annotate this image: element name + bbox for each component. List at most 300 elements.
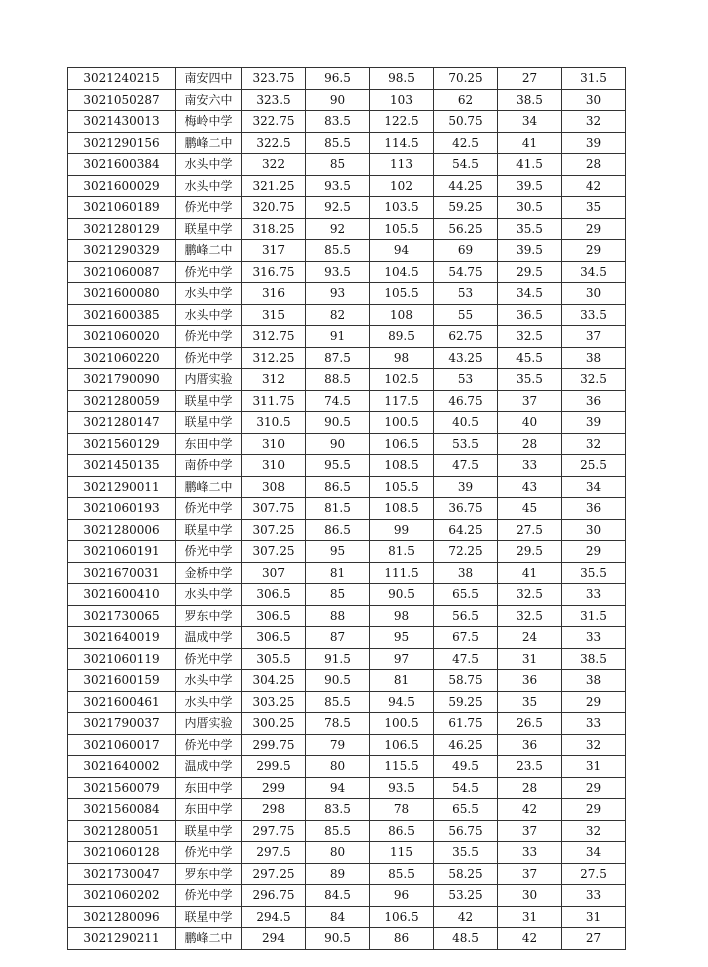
total-score-cell: 322.5 bbox=[242, 132, 306, 154]
score-cell-3: 35.5 bbox=[434, 842, 498, 864]
score-cell-4: 32.5 bbox=[498, 605, 562, 627]
total-score-cell: 304.25 bbox=[242, 670, 306, 692]
exam-id-cell: 3021730065 bbox=[68, 605, 176, 627]
total-score-cell: 300.25 bbox=[242, 713, 306, 735]
score-cell-3: 67.5 bbox=[434, 627, 498, 649]
score-cell-2: 86.5 bbox=[370, 820, 434, 842]
table-row bbox=[68, 132, 626, 154]
total-score-cell: 318.25 bbox=[242, 218, 306, 240]
score-cell-1: 95 bbox=[306, 541, 370, 563]
score-cell-4: 35.5 bbox=[498, 369, 562, 391]
table-row bbox=[68, 777, 626, 799]
score-cell-2: 108 bbox=[370, 304, 434, 326]
score-cell-5: 36 bbox=[562, 498, 626, 520]
total-score-cell: 306.5 bbox=[242, 627, 306, 649]
table-row bbox=[68, 154, 626, 176]
score-cell-4: 30 bbox=[498, 885, 562, 907]
exam-id-cell: 3021280006 bbox=[68, 519, 176, 541]
score-cell-2: 103.5 bbox=[370, 197, 434, 219]
exam-id-cell: 3021050287 bbox=[68, 89, 176, 111]
score-cell-4: 33 bbox=[498, 455, 562, 477]
score-cell-4: 34 bbox=[498, 111, 562, 133]
score-cell-3: 53 bbox=[434, 369, 498, 391]
total-score-cell: 306.5 bbox=[242, 605, 306, 627]
score-cell-5: 31.5 bbox=[562, 68, 626, 90]
table-row bbox=[68, 111, 626, 133]
score-cell-2: 102 bbox=[370, 175, 434, 197]
school-cell: 侨光中学 bbox=[176, 261, 242, 283]
exam-id-cell: 3021060202 bbox=[68, 885, 176, 907]
score-cell-3: 40.5 bbox=[434, 412, 498, 434]
table-row bbox=[68, 326, 626, 348]
score-cell-3: 53.5 bbox=[434, 433, 498, 455]
total-score-cell: 297.5 bbox=[242, 842, 306, 864]
school-cell: 联星中学 bbox=[176, 390, 242, 412]
score-cell-1: 85 bbox=[306, 584, 370, 606]
score-cell-4: 38.5 bbox=[498, 89, 562, 111]
score-cell-2: 105.5 bbox=[370, 476, 434, 498]
score-cell-4: 42 bbox=[498, 928, 562, 950]
school-cell: 联星中学 bbox=[176, 906, 242, 928]
score-cell-3: 72.25 bbox=[434, 541, 498, 563]
table-row bbox=[68, 562, 626, 584]
table-row bbox=[68, 648, 626, 670]
exam-id-cell: 3021790037 bbox=[68, 713, 176, 735]
score-cell-4: 34.5 bbox=[498, 283, 562, 305]
school-cell: 水头中学 bbox=[176, 283, 242, 305]
table-row bbox=[68, 68, 626, 90]
table-row bbox=[68, 928, 626, 950]
score-cell-2: 106.5 bbox=[370, 906, 434, 928]
score-cell-5: 31.5 bbox=[562, 605, 626, 627]
score-cell-5: 34 bbox=[562, 476, 626, 498]
table-row bbox=[68, 476, 626, 498]
table-row bbox=[68, 605, 626, 627]
score-cell-2: 86 bbox=[370, 928, 434, 950]
total-score-cell: 303.25 bbox=[242, 691, 306, 713]
score-cell-2: 122.5 bbox=[370, 111, 434, 133]
total-score-cell: 316 bbox=[242, 283, 306, 305]
total-score-cell: 307 bbox=[242, 562, 306, 584]
score-cell-5: 33 bbox=[562, 627, 626, 649]
table-row bbox=[68, 756, 626, 778]
school-cell: 金桥中学 bbox=[176, 562, 242, 584]
school-cell: 鹏峰二中 bbox=[176, 132, 242, 154]
score-cell-1: 93.5 bbox=[306, 175, 370, 197]
score-cell-1: 90.5 bbox=[306, 670, 370, 692]
score-cell-1: 84 bbox=[306, 906, 370, 928]
total-score-cell: 306.5 bbox=[242, 584, 306, 606]
total-score-cell: 315 bbox=[242, 304, 306, 326]
score-cell-1: 89 bbox=[306, 863, 370, 885]
table-row bbox=[68, 885, 626, 907]
score-cell-3: 56.75 bbox=[434, 820, 498, 842]
score-cell-3: 65.5 bbox=[434, 584, 498, 606]
exam-id-cell: 3021560129 bbox=[68, 433, 176, 455]
exam-id-cell: 3021290011 bbox=[68, 476, 176, 498]
score-cell-4: 36.5 bbox=[498, 304, 562, 326]
score-cell-2: 105.5 bbox=[370, 283, 434, 305]
score-cell-5: 34 bbox=[562, 842, 626, 864]
score-cell-1: 78.5 bbox=[306, 713, 370, 735]
score-cell-2: 114.5 bbox=[370, 132, 434, 154]
score-cell-4: 26.5 bbox=[498, 713, 562, 735]
school-cell: 侨光中学 bbox=[176, 734, 242, 756]
table-row bbox=[68, 304, 626, 326]
score-cell-2: 99 bbox=[370, 519, 434, 541]
exam-id-cell: 3021060189 bbox=[68, 197, 176, 219]
score-cell-2: 108.5 bbox=[370, 455, 434, 477]
exam-id-cell: 3021670031 bbox=[68, 562, 176, 584]
score-cell-2: 94 bbox=[370, 240, 434, 262]
score-cell-1: 85.5 bbox=[306, 691, 370, 713]
score-cell-4: 32.5 bbox=[498, 326, 562, 348]
score-cell-1: 90.5 bbox=[306, 412, 370, 434]
score-cell-3: 42.5 bbox=[434, 132, 498, 154]
score-cell-3: 54.5 bbox=[434, 777, 498, 799]
score-cell-3: 50.75 bbox=[434, 111, 498, 133]
total-score-cell: 316.75 bbox=[242, 261, 306, 283]
score-table-body bbox=[68, 68, 626, 950]
score-cell-2: 96 bbox=[370, 885, 434, 907]
table-row bbox=[68, 627, 626, 649]
score-cell-1: 84.5 bbox=[306, 885, 370, 907]
total-score-cell: 299.5 bbox=[242, 756, 306, 778]
score-cell-5: 30 bbox=[562, 283, 626, 305]
score-cell-5: 35 bbox=[562, 197, 626, 219]
exam-id-cell: 3021240215 bbox=[68, 68, 176, 90]
score-cell-2: 93.5 bbox=[370, 777, 434, 799]
score-cell-1: 87.5 bbox=[306, 347, 370, 369]
score-cell-1: 87 bbox=[306, 627, 370, 649]
score-cell-2: 115.5 bbox=[370, 756, 434, 778]
score-cell-5: 32 bbox=[562, 111, 626, 133]
score-cell-4: 36 bbox=[498, 670, 562, 692]
total-score-cell: 307.75 bbox=[242, 498, 306, 520]
exam-id-cell: 3021280096 bbox=[68, 906, 176, 928]
score-cell-4: 35.5 bbox=[498, 218, 562, 240]
score-cell-1: 83.5 bbox=[306, 799, 370, 821]
score-cell-2: 103 bbox=[370, 89, 434, 111]
score-cell-5: 28 bbox=[562, 154, 626, 176]
score-cell-2: 81 bbox=[370, 670, 434, 692]
exam-id-cell: 3021060191 bbox=[68, 541, 176, 563]
score-cell-4: 28 bbox=[498, 433, 562, 455]
school-cell: 水头中学 bbox=[176, 154, 242, 176]
school-cell: 侨光中学 bbox=[176, 648, 242, 670]
score-cell-1: 86.5 bbox=[306, 519, 370, 541]
total-score-cell: 308 bbox=[242, 476, 306, 498]
total-score-cell: 323.75 bbox=[242, 68, 306, 90]
score-cell-5: 42 bbox=[562, 175, 626, 197]
score-cell-3: 44.25 bbox=[434, 175, 498, 197]
score-cell-4: 36 bbox=[498, 734, 562, 756]
score-cell-4: 33 bbox=[498, 842, 562, 864]
school-cell: 联星中学 bbox=[176, 412, 242, 434]
score-cell-5: 37 bbox=[562, 326, 626, 348]
table-row bbox=[68, 734, 626, 756]
score-cell-1: 81.5 bbox=[306, 498, 370, 520]
school-cell: 水头中学 bbox=[176, 691, 242, 713]
school-cell: 罗东中学 bbox=[176, 605, 242, 627]
exam-id-cell: 3021280051 bbox=[68, 820, 176, 842]
score-cell-1: 92.5 bbox=[306, 197, 370, 219]
table-row bbox=[68, 197, 626, 219]
score-cell-1: 80 bbox=[306, 842, 370, 864]
exam-id-cell: 3021560084 bbox=[68, 799, 176, 821]
exam-id-cell: 3021600029 bbox=[68, 175, 176, 197]
score-cell-4: 29.5 bbox=[498, 541, 562, 563]
school-cell: 侨光中学 bbox=[176, 498, 242, 520]
exam-id-cell: 3021060193 bbox=[68, 498, 176, 520]
score-cell-3: 54.5 bbox=[434, 154, 498, 176]
score-cell-2: 102.5 bbox=[370, 369, 434, 391]
school-cell: 罗东中学 bbox=[176, 863, 242, 885]
table-row bbox=[68, 175, 626, 197]
school-cell: 南安四中 bbox=[176, 68, 242, 90]
score-cell-3: 69 bbox=[434, 240, 498, 262]
score-cell-2: 95 bbox=[370, 627, 434, 649]
score-cell-3: 47.5 bbox=[434, 648, 498, 670]
score-cell-2: 106.5 bbox=[370, 734, 434, 756]
score-cell-1: 93.5 bbox=[306, 261, 370, 283]
exam-id-cell: 3021280129 bbox=[68, 218, 176, 240]
exam-id-cell: 3021600461 bbox=[68, 691, 176, 713]
exam-id-cell: 3021790090 bbox=[68, 369, 176, 391]
exam-id-cell: 3021600410 bbox=[68, 584, 176, 606]
score-cell-5: 32 bbox=[562, 734, 626, 756]
score-cell-5: 38 bbox=[562, 670, 626, 692]
exam-id-cell: 3021280059 bbox=[68, 390, 176, 412]
table-row bbox=[68, 670, 626, 692]
score-cell-5: 33 bbox=[562, 713, 626, 735]
school-cell: 内厝实验 bbox=[176, 713, 242, 735]
total-score-cell: 299.75 bbox=[242, 734, 306, 756]
score-cell-5: 29 bbox=[562, 218, 626, 240]
school-cell: 水头中学 bbox=[176, 175, 242, 197]
score-cell-1: 96.5 bbox=[306, 68, 370, 90]
total-score-cell: 298 bbox=[242, 799, 306, 821]
total-score-cell: 294.5 bbox=[242, 906, 306, 928]
score-cell-3: 59.25 bbox=[434, 197, 498, 219]
score-cell-5: 27 bbox=[562, 928, 626, 950]
score-cell-4: 43 bbox=[498, 476, 562, 498]
score-cell-3: 38 bbox=[434, 562, 498, 584]
score-cell-2: 106.5 bbox=[370, 433, 434, 455]
score-cell-1: 91.5 bbox=[306, 648, 370, 670]
score-cell-5: 38 bbox=[562, 347, 626, 369]
total-score-cell: 299 bbox=[242, 777, 306, 799]
school-cell: 联星中学 bbox=[176, 820, 242, 842]
score-cell-5: 29 bbox=[562, 541, 626, 563]
exam-id-cell: 3021600384 bbox=[68, 154, 176, 176]
score-cell-1: 92 bbox=[306, 218, 370, 240]
school-cell: 梅岭中学 bbox=[176, 111, 242, 133]
score-cell-2: 98 bbox=[370, 347, 434, 369]
exam-id-cell: 3021290156 bbox=[68, 132, 176, 154]
table-row bbox=[68, 283, 626, 305]
score-cell-1: 93 bbox=[306, 283, 370, 305]
table-row bbox=[68, 863, 626, 885]
total-score-cell: 294 bbox=[242, 928, 306, 950]
total-score-cell: 312.75 bbox=[242, 326, 306, 348]
exam-id-cell: 3021280147 bbox=[68, 412, 176, 434]
score-cell-3: 49.5 bbox=[434, 756, 498, 778]
score-cell-4: 40 bbox=[498, 412, 562, 434]
score-cell-4: 35 bbox=[498, 691, 562, 713]
table-row bbox=[68, 691, 626, 713]
score-cell-1: 88 bbox=[306, 605, 370, 627]
score-cell-4: 23.5 bbox=[498, 756, 562, 778]
score-cell-5: 38.5 bbox=[562, 648, 626, 670]
score-cell-2: 85.5 bbox=[370, 863, 434, 885]
score-cell-3: 56.5 bbox=[434, 605, 498, 627]
score-cell-3: 53 bbox=[434, 283, 498, 305]
score-cell-5: 32.5 bbox=[562, 369, 626, 391]
table-row bbox=[68, 498, 626, 520]
score-cell-5: 31 bbox=[562, 756, 626, 778]
school-cell: 内厝实验 bbox=[176, 369, 242, 391]
total-score-cell: 296.75 bbox=[242, 885, 306, 907]
total-score-cell: 311.75 bbox=[242, 390, 306, 412]
score-cell-4: 31 bbox=[498, 648, 562, 670]
total-score-cell: 310 bbox=[242, 433, 306, 455]
score-cell-5: 27.5 bbox=[562, 863, 626, 885]
score-cell-5: 33 bbox=[562, 584, 626, 606]
score-cell-1: 85 bbox=[306, 154, 370, 176]
table-row bbox=[68, 906, 626, 928]
score-cell-4: 27.5 bbox=[498, 519, 562, 541]
score-cell-3: 55 bbox=[434, 304, 498, 326]
exam-id-cell: 3021290329 bbox=[68, 240, 176, 262]
exam-id-cell: 3021640002 bbox=[68, 756, 176, 778]
school-cell: 联星中学 bbox=[176, 519, 242, 541]
score-cell-2: 98 bbox=[370, 605, 434, 627]
score-cell-3: 58.25 bbox=[434, 863, 498, 885]
score-cell-5: 29 bbox=[562, 777, 626, 799]
table-row bbox=[68, 799, 626, 821]
school-cell: 温成中学 bbox=[176, 756, 242, 778]
table-row bbox=[68, 240, 626, 262]
total-score-cell: 312.25 bbox=[242, 347, 306, 369]
exam-id-cell: 3021060087 bbox=[68, 261, 176, 283]
score-cell-1: 74.5 bbox=[306, 390, 370, 412]
score-cell-3: 46.25 bbox=[434, 734, 498, 756]
table-row bbox=[68, 412, 626, 434]
score-cell-3: 65.5 bbox=[434, 799, 498, 821]
table-row bbox=[68, 713, 626, 735]
total-score-cell: 297.75 bbox=[242, 820, 306, 842]
score-cell-3: 42 bbox=[434, 906, 498, 928]
school-cell: 南侨中学 bbox=[176, 455, 242, 477]
total-score-cell: 321.25 bbox=[242, 175, 306, 197]
score-cell-2: 89.5 bbox=[370, 326, 434, 348]
score-cell-4: 27 bbox=[498, 68, 562, 90]
score-cell-1: 83.5 bbox=[306, 111, 370, 133]
score-cell-2: 100.5 bbox=[370, 412, 434, 434]
total-score-cell: 305.5 bbox=[242, 648, 306, 670]
school-cell: 鹏峰二中 bbox=[176, 928, 242, 950]
score-cell-2: 78 bbox=[370, 799, 434, 821]
exam-id-cell: 3021430013 bbox=[68, 111, 176, 133]
school-cell: 侨光中学 bbox=[176, 197, 242, 219]
table-row bbox=[68, 390, 626, 412]
score-cell-4: 42 bbox=[498, 799, 562, 821]
score-cell-1: 85.5 bbox=[306, 820, 370, 842]
score-cell-1: 81 bbox=[306, 562, 370, 584]
score-cell-3: 53.25 bbox=[434, 885, 498, 907]
table-row bbox=[68, 218, 626, 240]
table-row bbox=[68, 261, 626, 283]
school-cell: 联星中学 bbox=[176, 218, 242, 240]
exam-id-cell: 3021290211 bbox=[68, 928, 176, 950]
exam-id-cell: 3021560079 bbox=[68, 777, 176, 799]
score-cell-2: 98.5 bbox=[370, 68, 434, 90]
school-cell: 南安六中 bbox=[176, 89, 242, 111]
score-cell-2: 105.5 bbox=[370, 218, 434, 240]
score-cell-3: 47.5 bbox=[434, 455, 498, 477]
total-score-cell: 322.75 bbox=[242, 111, 306, 133]
score-cell-2: 90.5 bbox=[370, 584, 434, 606]
score-cell-1: 95.5 bbox=[306, 455, 370, 477]
score-table bbox=[67, 67, 626, 950]
school-cell: 侨光中学 bbox=[176, 347, 242, 369]
score-cell-2: 94.5 bbox=[370, 691, 434, 713]
table-row bbox=[68, 369, 626, 391]
total-score-cell: 312 bbox=[242, 369, 306, 391]
score-cell-5: 36 bbox=[562, 390, 626, 412]
score-cell-4: 41.5 bbox=[498, 154, 562, 176]
score-cell-2: 100.5 bbox=[370, 713, 434, 735]
score-cell-1: 79 bbox=[306, 734, 370, 756]
score-cell-4: 37 bbox=[498, 390, 562, 412]
school-cell: 东田中学 bbox=[176, 799, 242, 821]
score-cell-3: 48.5 bbox=[434, 928, 498, 950]
total-score-cell: 307.25 bbox=[242, 541, 306, 563]
score-cell-3: 39 bbox=[434, 476, 498, 498]
score-cell-2: 111.5 bbox=[370, 562, 434, 584]
score-cell-4: 32.5 bbox=[498, 584, 562, 606]
exam-id-cell: 3021060017 bbox=[68, 734, 176, 756]
score-cell-5: 32 bbox=[562, 433, 626, 455]
total-score-cell: 310.5 bbox=[242, 412, 306, 434]
score-cell-5: 30 bbox=[562, 89, 626, 111]
school-cell: 鹏峰二中 bbox=[176, 240, 242, 262]
score-cell-1: 90 bbox=[306, 89, 370, 111]
score-cell-3: 70.25 bbox=[434, 68, 498, 90]
score-cell-4: 37 bbox=[498, 863, 562, 885]
school-cell: 水头中学 bbox=[176, 304, 242, 326]
score-cell-2: 104.5 bbox=[370, 261, 434, 283]
score-cell-5: 29 bbox=[562, 691, 626, 713]
score-cell-5: 39 bbox=[562, 412, 626, 434]
score-cell-3: 64.25 bbox=[434, 519, 498, 541]
score-cell-1: 90 bbox=[306, 433, 370, 455]
score-cell-2: 117.5 bbox=[370, 390, 434, 412]
score-cell-5: 32 bbox=[562, 820, 626, 842]
total-score-cell: 307.25 bbox=[242, 519, 306, 541]
score-cell-2: 115 bbox=[370, 842, 434, 864]
total-score-cell: 320.75 bbox=[242, 197, 306, 219]
school-cell: 鹏峰二中 bbox=[176, 476, 242, 498]
score-cell-1: 80 bbox=[306, 756, 370, 778]
exam-id-cell: 3021060128 bbox=[68, 842, 176, 864]
table-row bbox=[68, 519, 626, 541]
exam-id-cell: 3021640019 bbox=[68, 627, 176, 649]
total-score-cell: 317 bbox=[242, 240, 306, 262]
score-cell-3: 59.25 bbox=[434, 691, 498, 713]
score-cell-4: 24 bbox=[498, 627, 562, 649]
